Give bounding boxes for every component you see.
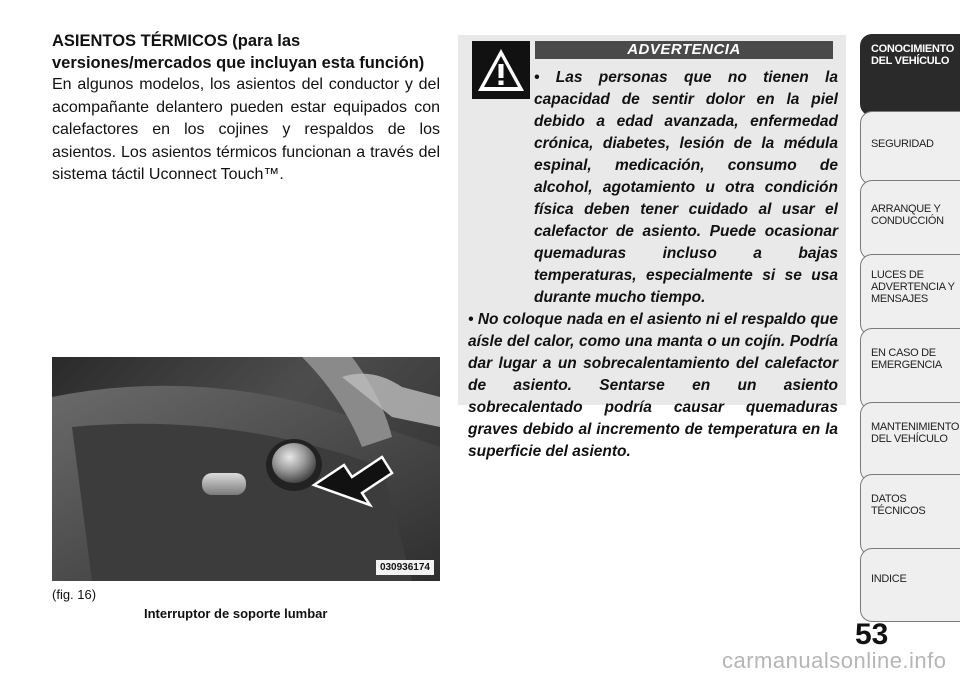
heading-line-1: ASIENTOS TÉRMICOS (para las [52,32,301,50]
warning-text [468,67,838,463]
figure-photo [52,357,440,581]
warning-paragraph-2: • No coloque nada en el asiento ni el respaldo que aísle del calor, como una manta o un cojín. Podría dar lugar a un sobrecalentamiento del calefactor de asiento. Sentarse en un asiento sobrecalentado podría causar quemaduras graves debido al incremento de temperatura en la superficie del asiento. [468,311,838,460]
watermark: carmanualsonline.info [722,648,947,673]
tab-label: LUCES DE ADVERTENCIA Y MENSAJES [871,269,955,305]
tab-datos-tecnicos[interactable] [860,474,960,556]
warning-box [458,35,846,460]
seat-illustration [52,357,440,581]
tab-label: ARRANQUE Y CONDUCCIÓN [871,203,944,227]
heading-line-2: versiones/mercados que incluyan esta función) [52,54,425,72]
figure-label: (fig. 16) [52,587,97,602]
tab-label: DATOS TÉCNICOS [871,493,926,517]
tab-label: MANTENIMIENTO DEL VEHÍCULO [871,421,960,445]
tab-label: CONOCIMIENTO DEL VEHÍCULO [871,43,954,67]
tab-mantenimiento-vehiculo[interactable] [860,402,960,482]
section-heading [52,30,440,74]
warning-paragraph-1: • Las personas que no tienen la capacidad de sentir dolor en la piel debido a edad avanzada, enfermedad crónica, diabetes, lesión de la médula espinal, medicación, consumo de alcohol, agotamiento u otra condición física deben tener cuidado al usar el calefactor de asiento. Puede ocasionar quemaduras incluso a bajas temperaturas, especialmente si se usa durante mucho tiempo. [534,69,838,306]
figure-code: 030936174 [376,560,434,575]
tab-label: INDICE [871,573,907,585]
tab-conocimiento-vehiculo[interactable] [860,34,960,116]
tab-label: SEGURIDAD [871,138,934,150]
page-number: 53 [855,618,889,651]
tab-indice[interactable] [860,548,960,622]
figure-caption: Interruptor de soporte lumbar [144,606,328,621]
tab-seguridad[interactable] [860,111,960,185]
tab-luces-advertencia[interactable] [860,254,960,336]
section-body: En algunos modelos, los asientos del conductor y del acompañante delantero pueden estar equipados con calefactores en los cojines y respaldos de los asientos. Los asientos térmicos funcionan a través del sistema táctil Uconnect Touch™. [52,76,440,183]
tab-label: EN CASO DE EMERGENCIA [871,347,942,371]
warning-title: ADVERTENCIA [535,41,833,59]
section-text [52,30,440,187]
tab-caso-emergencia[interactable] [860,328,960,410]
tab-arranque-conduccion[interactable] [860,180,960,260]
